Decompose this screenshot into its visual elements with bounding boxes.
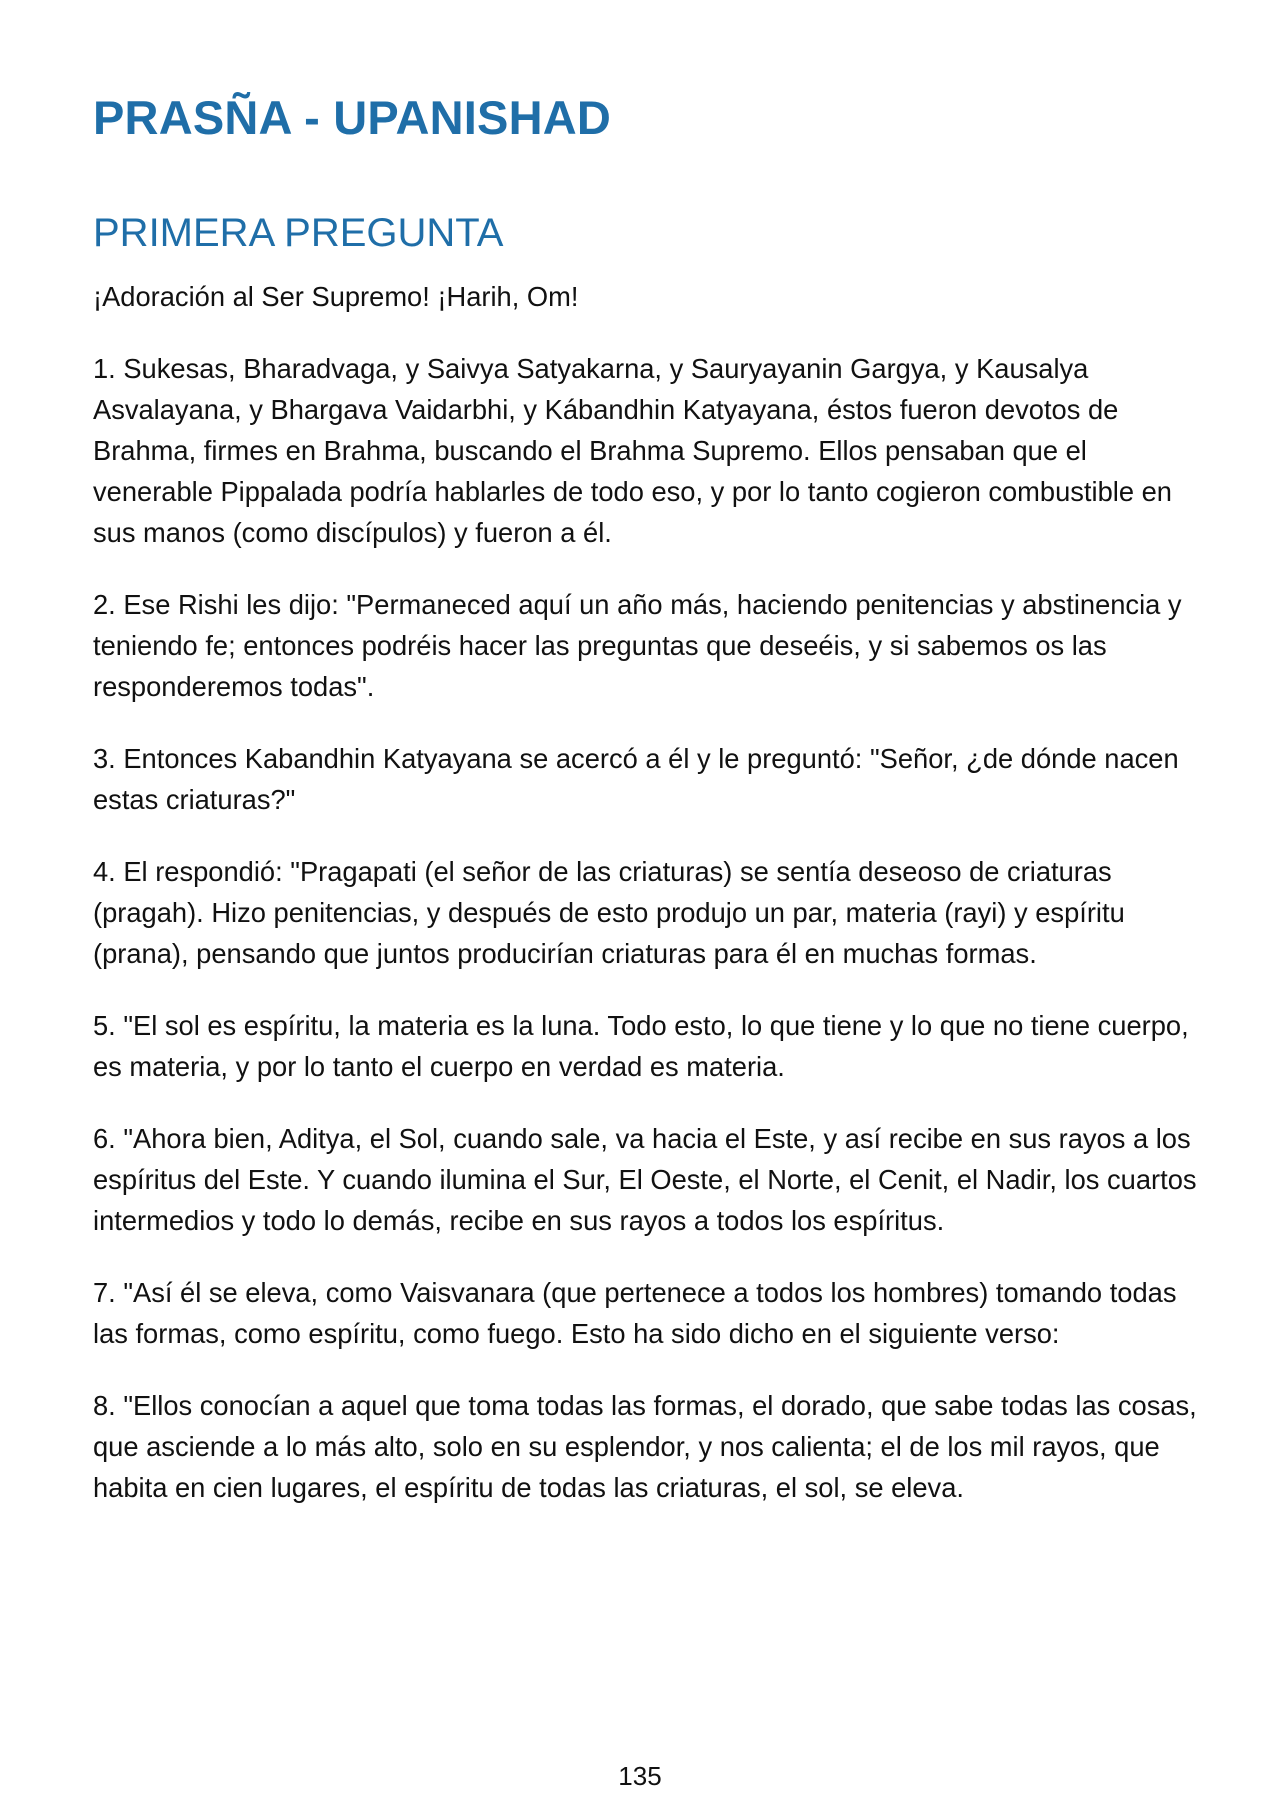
verse-7-paragraph: 7. "Así él se eleva, como Vaisvanara (que pertenece a todos los hombres) tomando todas las formas, como espíritu, como fuego. Esto ha sido dicho en el siguiente verso:	[93, 1277, 1177, 1349]
invocation-paragraph: ¡Adoración al Ser Supremo! ¡Harih, Om!	[93, 281, 579, 312]
document-body	[93, 276, 1203, 1539]
document-title: PRASÑA - UPANISHAD	[93, 91, 612, 144]
page-number: 135	[618, 1761, 662, 1791]
section-title: PRIMERA PREGUNTA	[93, 211, 504, 255]
verse-8-paragraph: 8. "Ellos conocían a aquel que toma todas las formas, el dorado, que sabe todas las cosas, que asciende a lo más alto, solo en su esplendor, y nos calienta; el de los mil rayos, que habita en cien lugares, el espíritu de todas las criaturas, el sol, se eleva.	[93, 1390, 1197, 1503]
verse-5-paragraph: 5. "El sol es espíritu, la materia es la luna. Todo esto, lo que tiene y lo que no tiene cuerpo, es materia, y por lo tanto el cuerpo en verdad es materia.	[93, 1010, 1189, 1082]
verse-1-paragraph: 1. Sukesas, Bharadvaga, y Saivya Satyakarna, y Sauryayanin Gargya, y Kausalya Asvalayana, y Bhargava Vaidarbhi, y Kábandhin Katyayana, éstos fueron devotos de Brahma, firmes en Brahma, buscando el Brahma Supremo. Ellos pensaban que el venerable Pippalada podría hablarles de todo eso, y por lo tanto cogieron combustible en sus manos (como discípulos) y fueron a él.	[93, 353, 1172, 548]
document-page	[93, 80, 1203, 1503]
verse-6-paragraph: 6. "Ahora bien, Aditya, el Sol, cuando sale, va hacia el Este, y así recibe en sus rayos a los espíritus del Este. Y cuando ilumina el Sur, El Oeste, el Norte, el Cenit, el Nadir, los cuartos intermedios y todo lo demás, recibe en sus rayos a todos los espíritus.	[93, 1123, 1197, 1236]
verse-4-paragraph: 4. El respondió: "Pragapati (el señor de las criaturas) se sentía deseoso de criaturas (pragah). Hizo penitencias, y después de esto produjo un par, materia (rayi) y espíritu (prana), pensando que juntos producirían criaturas para él en muchas formas.	[93, 856, 1125, 969]
verse-2-paragraph: 2. Ese Rishi les dijo: "Permaneced aquí un año más, haciendo penitencias y abstinencia y teniendo fe; entonces podréis hacer las preguntas que deseéis, y si sabemos os las responderemos todas".	[93, 589, 1182, 702]
verse-3-paragraph: 3. Entonces Kabandhin Katyayana se acercó a él y le preguntó: "Señor, ¿de dónde nacen estas criaturas?"	[93, 743, 1179, 815]
